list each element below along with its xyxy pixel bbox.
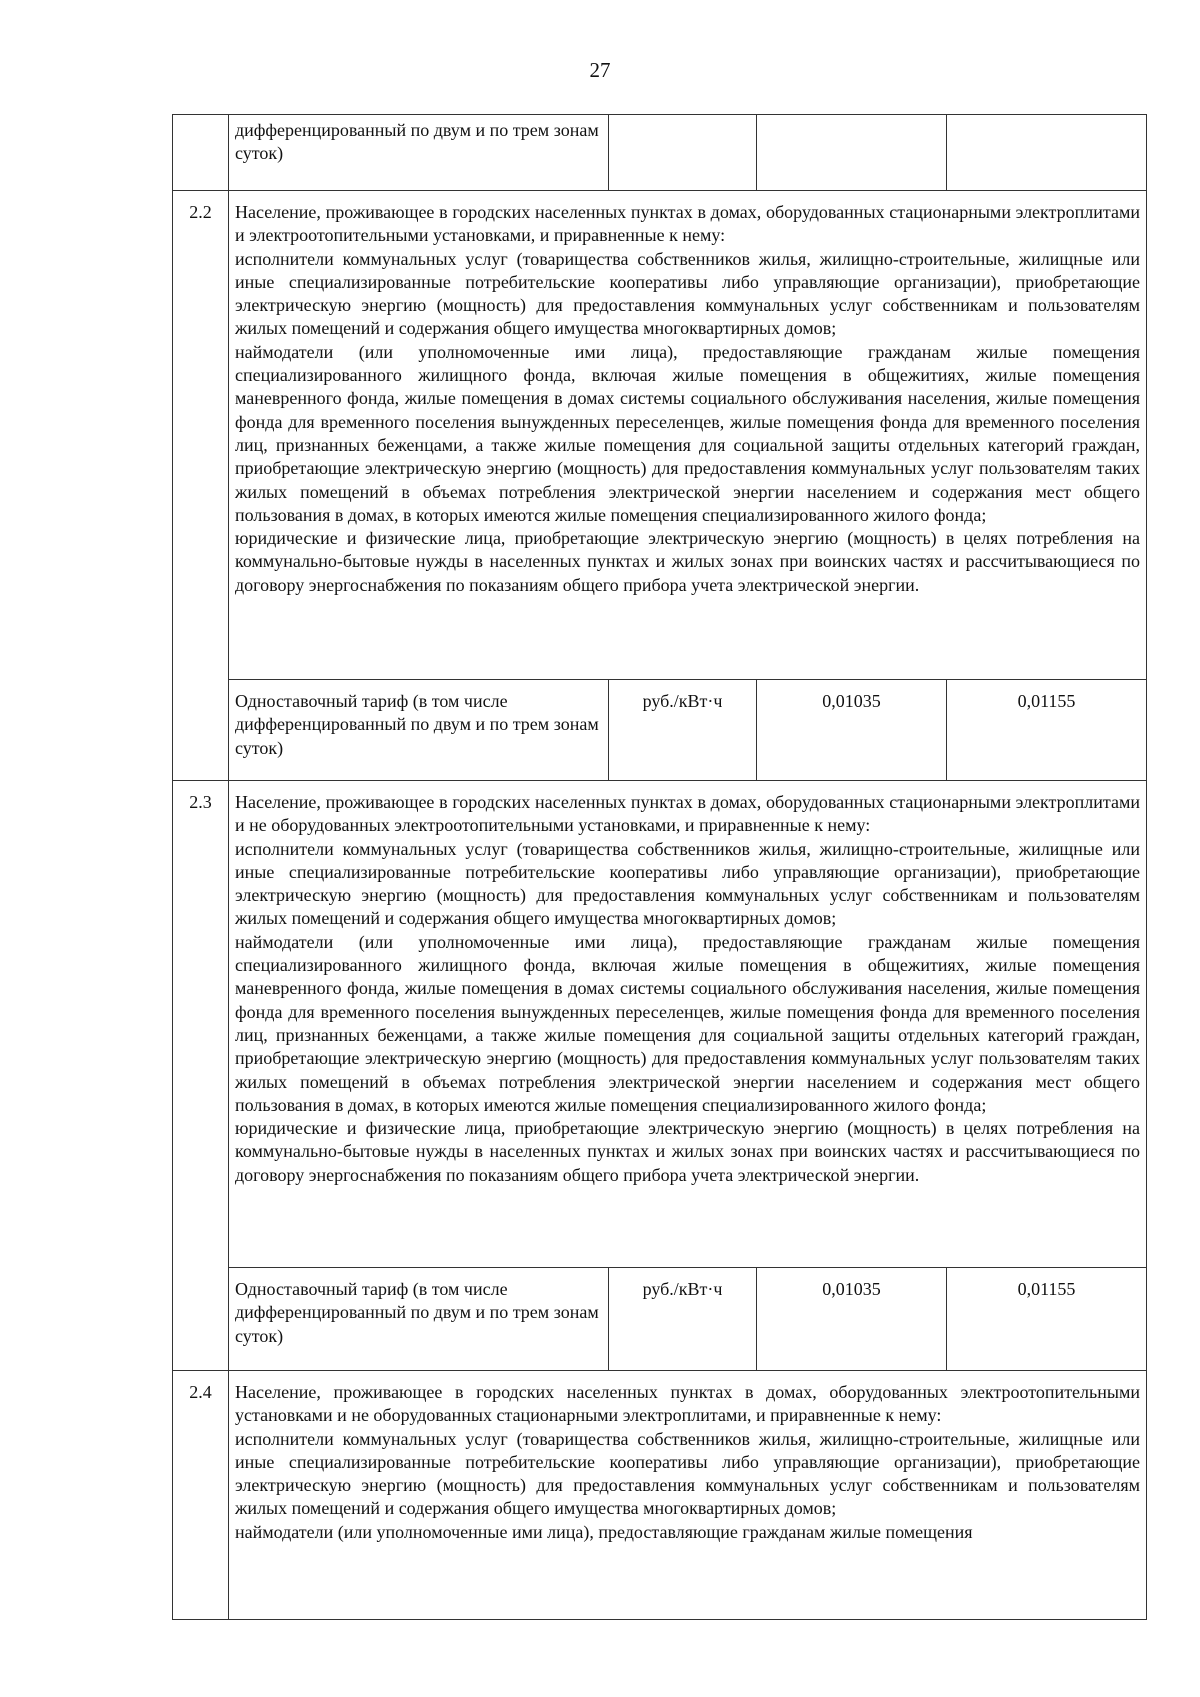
number-cell	[173, 115, 229, 191]
table-row	[173, 191, 1147, 680]
section-number: 2.3	[173, 781, 229, 1371]
paragraph: юридические и физические лица, приобретающие электрическую энергию (мощность) в целях потребления на коммунально-бытовые нужды в населенных пунктах и жилых зонах при воинских частях и рассчитывающиеся по договору энергоснабжения по показаниям общего прибора учета электрической энергии.	[235, 1118, 1140, 1185]
paragraph: Население, проживающее в городских населенных пунктах в домах, оборудованных стационарными электроплитами и электроотопительными установками, и приравненные к нему:	[235, 202, 1140, 246]
page-number: 27	[589, 58, 611, 82]
tariff-unit: руб./кВт·ч	[609, 1268, 757, 1371]
tariff-value-1: 0,01035	[757, 1268, 947, 1371]
section-description	[229, 781, 1147, 1268]
paragraph: исполнители коммунальных услуг (товарищества собственников жилья, жилищно-строительные, жилищные или иные специализированные потребительские кооперативы либо управляющие организации), приобретающие электрическую энергию (мощность) для предоставления коммунальных услуг собственникам и пользователям жилых помещений и содержания общего имущества многоквартирных домов;	[235, 838, 1140, 929]
unit-cell	[609, 115, 757, 191]
paragraph: Население, проживающее в городских населенных пунктах в домах, оборудованных электроотопительными установками и не оборудованных стационарными электроплитами, и приравненные к нему:	[235, 1382, 1140, 1426]
table-row	[173, 1371, 1147, 1620]
table-row	[173, 781, 1147, 1268]
paragraph: исполнители коммунальных услуг (товарищества собственников жилья, жилищно-строительные, жилищные или иные специализированные потребительские кооперативы либо управляющие организации), приобретающие электрическую энергию (мощность) для предоставления коммунальных услуг собственникам и пользователям жилых помещений и содержания общего имущества многоквартирных домов;	[235, 1428, 1140, 1519]
tariff-table	[172, 114, 1147, 1620]
table-row	[173, 680, 1147, 781]
table-row	[173, 115, 1147, 191]
table-row	[173, 1268, 1147, 1371]
section-description	[229, 191, 1147, 680]
paragraph: Население, проживающее в городских населенных пунктах в домах, оборудованных стационарными электроплитами и не оборудованных электроотопительными установками, и приравненные к нему:	[235, 792, 1140, 836]
tariff-value-2: 0,01155	[947, 1268, 1147, 1371]
tariff-name: Одноставочный тариф (в том числе дифференцированный по двум и по трем зонам суток)	[229, 1268, 609, 1371]
paragraph: юридические и физические лица, приобретающие электрическую энергию (мощность) в целях потребления на коммунально-бытовые нужды в населенных пунктах и жилых зонах при воинских частях и рассчитывающиеся по договору энергоснабжения по показаниям общего прибора учета электрической энергии.	[235, 528, 1140, 595]
paragraph: исполнители коммунальных услуг (товарищества собственников жилья, жилищно-строительные, жилищные или иные специализированные потребительские кооперативы либо управляющие организации), приобретающие электрическую энергию (мощность) для предоставления коммунальных услуг собственникам и пользователям жилых помещений и содержания общего имущества многоквартирных домов;	[235, 248, 1140, 339]
section-number: 2.2	[173, 191, 229, 781]
tariff-unit: руб./кВт·ч	[609, 680, 757, 781]
value-cell	[947, 115, 1147, 191]
paragraph: наймодатели (или уполномоченные ими лица), предоставляющие гражданам жилые помещения	[235, 1521, 973, 1542]
continuation-text: дифференцированный по двум и по трем зонам суток)	[229, 115, 609, 191]
tariff-value-1: 0,01035	[757, 680, 947, 781]
tariff-value-2: 0,01155	[947, 680, 1147, 781]
section-description	[229, 1371, 1147, 1620]
paragraph: наймодатели (или уполномоченные ими лица), предоставляющие гражданам жилые помещения специализированного жилищного фонда, включая жилые помещения в общежитиях, жилые помещения маневренного фонда, жилые помещения в домах системы социального обслуживания населения, жилые помещения фонда для временного поселения вынужденных переселенцев, жилые помещения фонда для временного поселения лиц, признанных беженцами, а также жилые помещения для социальной защиты отдельных категорий граждан, приобретающие электрическую энергию (мощность) для предоставления коммунальных услуг пользователям таких жилых помещений в объемах потребления электрической энергии населением и содержания мест общего пользования в домах, в которых имеются жилые помещения специализированного жилого фонда;	[235, 341, 1140, 525]
section-number: 2.4	[173, 1371, 229, 1620]
tariff-name: Одноставочный тариф (в том числе дифференцированный по двум и по трем зонам суток)	[229, 680, 609, 781]
value-cell	[757, 115, 947, 191]
paragraph: наймодатели (или уполномоченные ими лица), предоставляющие гражданам жилые помещения специализированного жилищного фонда, включая жилые помещения в общежитиях, жилые помещения маневренного фонда, жилые помещения в домах системы социального обслуживания населения, жилые помещения фонда для временного поселения вынужденных переселенцев, жилые помещения фонда для временного поселения лиц, признанных беженцами, а также жилые помещения для социальной защиты отдельных категорий граждан, приобретающие электрическую энергию (мощность) для предоставления коммунальных услуг пользователям таких жилых помещений в объемах потребления электрической энергии населением и содержания мест общего пользования в домах, в которых имеются жилые помещения специализированного жилого фонда;	[235, 931, 1140, 1115]
